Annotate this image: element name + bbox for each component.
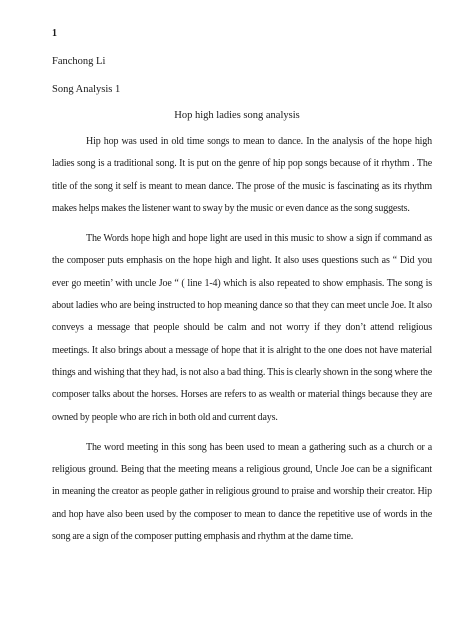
essay-body <box>52 131 432 556</box>
author-name: Fanchong Li <box>52 56 106 67</box>
essay-title: Hop high ladies song analysis <box>174 110 300 121</box>
paragraph-3: The word meeting in this song has been used to mean a gathering such as a church or a religious ground. Being that the meeting means a religious ground, Uncle Joe can be a significant in meaning the creator as people gather in religious ground to praise and worship their creator. Hip and hop have also been used by the composer to mean to dance the repetitive use of words in the song are a sign of the composer putting emphasis and rhythm at the dame time. <box>52 441 432 543</box>
paragraph-2: The Words hope high and hope light are used in this music to show a sign if command as the composer puts emphasis on the hope high and light. It also uses questions such as “ Did you ever go meetin’ with uncle Joe “ ( line 1-4) which is also repeated to show emphasis. The song is about ladies who are being instructed to hop meaning dance so that they can meet uncle Joe. It also conveys a message that people should be calm and not worry if they don’t attend religious meetings. It also brings about a message of hope that it is alright to the one does not have material things and wishing that they had, is not also a bad thing. This is clearly shown in the song where the composer talks about the horses. Horses are refers to as wealth or material things because they are owned by people who are rich in both old and current days. <box>52 233 432 423</box>
course-line: Song Analysis 1 <box>52 84 121 95</box>
paragraph-1: Hip hop was used in old time songs to mean to dance. In the analysis of the hope high ladies song is a traditional song. It is put on the genre of hip pop songs because of it rhythm . The title of the song it self is meant to mean dance. The prose of the music is fascinating as its rhythm makes helps makes the listener want to sway by the music or even dance as the song suggests. <box>52 136 432 214</box>
page-number: 1 <box>52 28 57 39</box>
